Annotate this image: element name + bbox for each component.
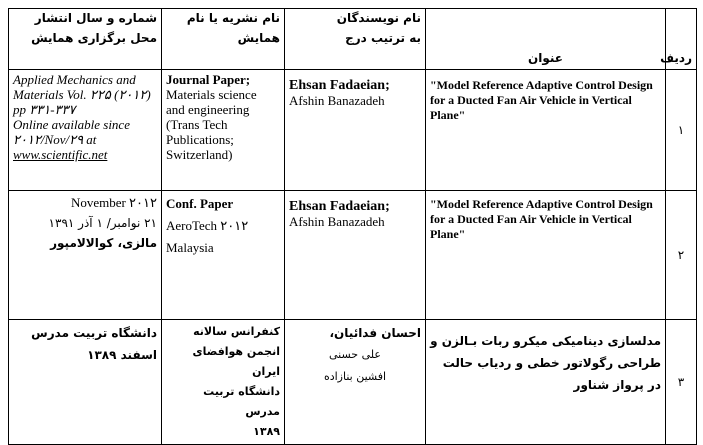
journal-line: AeroTech ۲۰۱۲ (166, 218, 249, 233)
journal-line: ۱۳۸۹ (253, 425, 280, 438)
journal-cell (162, 70, 285, 191)
header-journal-line1: نام نشریه یا نام (186, 11, 280, 25)
header-row-num-text: ردیف (660, 51, 692, 65)
pub-cell (9, 191, 162, 320)
row-number: ۳ (677, 375, 685, 389)
journal-line: Malaysia (166, 240, 214, 255)
pub-line: Applied Mechanics and (13, 72, 136, 87)
paper-title: "Model Reference Adaptive Control Design for a Ducted Fan Air Vehicle in Vertical Plane" (430, 78, 653, 122)
table-row (9, 191, 697, 320)
pub-line: November ۲۰۱۲ (70, 195, 157, 210)
header-journal (162, 9, 285, 70)
pub-line: pp ۳۳۱-۳۳۷ (13, 102, 76, 117)
author-main: احسان فدائیان، (329, 326, 421, 340)
journal-type: Journal Paper; (166, 72, 251, 87)
pub-cell (9, 70, 162, 191)
pub-line: Materials Vol. ۲۲۵ (۲۰۱۲) (13, 87, 151, 102)
header-pub-line1: شماره و سال انتشار (34, 11, 157, 25)
header-title (426, 9, 666, 70)
header-row-num (660, 9, 697, 70)
journal-cell (162, 191, 285, 320)
author-other: Afshin Banazadeh (289, 214, 385, 229)
journal-line: (Trans Tech (166, 117, 228, 132)
row-number: ۲ (677, 248, 685, 262)
journal-line: and engineering (166, 102, 250, 117)
author-main: Ehsan Fadaeian; (289, 78, 390, 93)
journal-line: Publications; (166, 132, 234, 147)
author-other: افشین بنازاده (323, 370, 387, 383)
paper-title: "Model Reference Adaptive Control Design for a Ducted Fan Air Vehicle in Vertical Plane" (430, 197, 653, 241)
authors-cell (285, 70, 426, 191)
authors-cell (285, 191, 426, 320)
header-authors-line2: به ترتیب درج (345, 31, 421, 45)
journal-line: Materials science (166, 87, 257, 102)
website-link[interactable]: www.scientific.net (13, 147, 108, 162)
pub-line: Online available since (13, 117, 130, 132)
row-num-cell (666, 70, 697, 191)
pub-line: ۲۱ نوامبر/ ۱ آذر ۱۳۹۱ (48, 216, 157, 230)
author-other: Afshin Banazadeh (289, 93, 385, 108)
pub-line: دانشگاه تربیت مدرس (31, 326, 157, 340)
row-number: ۱ (677, 123, 685, 137)
header-pub (9, 9, 162, 70)
journal-line: Switzerland) (166, 147, 233, 162)
header-row (9, 9, 697, 70)
journal-type: Conf. Paper (166, 196, 234, 211)
journal-cell (162, 320, 285, 445)
header-pub-line2: محل برگزاری همایش (31, 31, 157, 45)
title-cell (426, 70, 666, 191)
paper-title: مدلسازی دینامیکی میکرو ربات بـالزن و طراحی رگولاتور خطی و ردیاب حالت در پرواز شناور (430, 334, 661, 392)
pub-cell (9, 320, 162, 445)
row-num-cell (666, 320, 697, 445)
title-cell (426, 320, 666, 445)
pub-line: اسفند ۱۳۸۹ (87, 348, 157, 362)
pub-line: ۲۰۱۲/Nov/۲۹ at (13, 132, 97, 147)
pub-line: مالزی، کوالالامپور (50, 236, 157, 250)
author-main: Ehsan Fadaeian; (289, 199, 390, 214)
title-cell (426, 191, 666, 320)
header-journal-line2: همایش (237, 31, 280, 45)
journal-line: دانشگاه تربیت مدرس (203, 385, 280, 418)
header-authors-line1: نام نویسندگان (336, 11, 421, 25)
author-other: علی حسنی (329, 348, 381, 361)
journal-line: انجمن هوافضای ایران (192, 345, 280, 378)
table-row (9, 320, 697, 445)
row-num-cell (666, 191, 697, 320)
authors-cell (285, 320, 426, 445)
header-title-text: عنوان (528, 51, 563, 65)
publications-table (8, 8, 697, 445)
table-row (9, 70, 697, 191)
header-authors (285, 9, 426, 70)
journal-line: کنفرانس سالانه (193, 325, 280, 338)
